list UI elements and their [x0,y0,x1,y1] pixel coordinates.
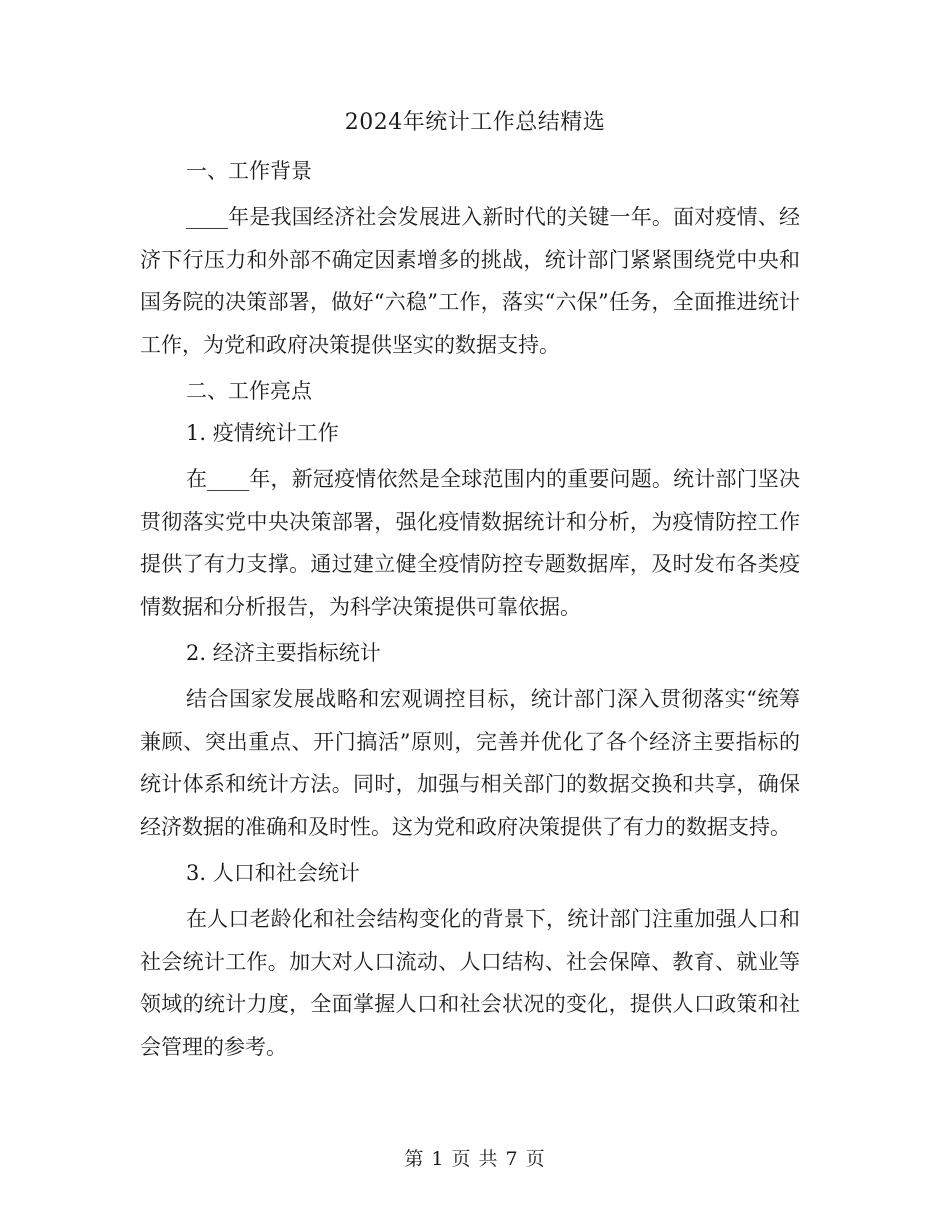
paragraph-epidemic-statistics: 在____年，新冠疫情依然是全球范围内的重要问题。统计部门坚决贯彻落实党中央决策部署，强化疫情数据统计和分析，为疫情防控工作提供了有力支撑。通过建立健全疫情防控专题数据库，及时发布各类疫情数据和分析报告，为科学决策提供可靠依据。 [140,467,800,619]
subheading-economic-indicators: 2. 经济主要指标统计 [186,641,381,665]
paragraph-population-social: 在人口老龄化和社会结构变化的背景下，统计部门注重加强人口和社会统计工作。加大对人口流动、人口结构、社会保障、教育、就业等领域的统计力度，全面掌握人口和社会状况的变化，提供人口政策和社会管理的参考。 [140,907,800,1059]
document-body [140,154,800,1076]
paragraph-background: ____年是我国经济社会发展进入新时代的关键一年。面对疫情、经济下行压力和外部不确定因素增多的挑战，统计部门紧紧围绕党中央和国务院的决策部署，做好“六稳”工作，落实“六保”任务，全面推进统计工作，为党和政府决策提供坚实的数据支持。 [140,205,800,357]
section-heading-highlights: 二、工作亮点 [186,379,312,403]
subheading-population-social: 3. 人口和社会统计 [186,861,360,885]
subheading-epidemic-statistics: 1. 疫情统计工作 [186,421,339,445]
section-heading-background: 一、工作背景 [186,159,312,183]
paragraph-economic-indicators: 结合国家发展战略和宏观调控目标，统计部门深入贯彻落实“统筹兼顾、突出重点、开门搞活”原则，完善并优化了各个经济主要指标的统计体系和统计方法。同时，加强与相关部门的数据交换和共享，确保经济数据的准确和及时性。这为党和政府决策提供了有力的数据支持。 [140,687,800,839]
document-title: 2024年统计工作总结精选 [344,110,606,135]
page-number-footer: 第 1 页 共 7 页 [404,1148,546,1170]
